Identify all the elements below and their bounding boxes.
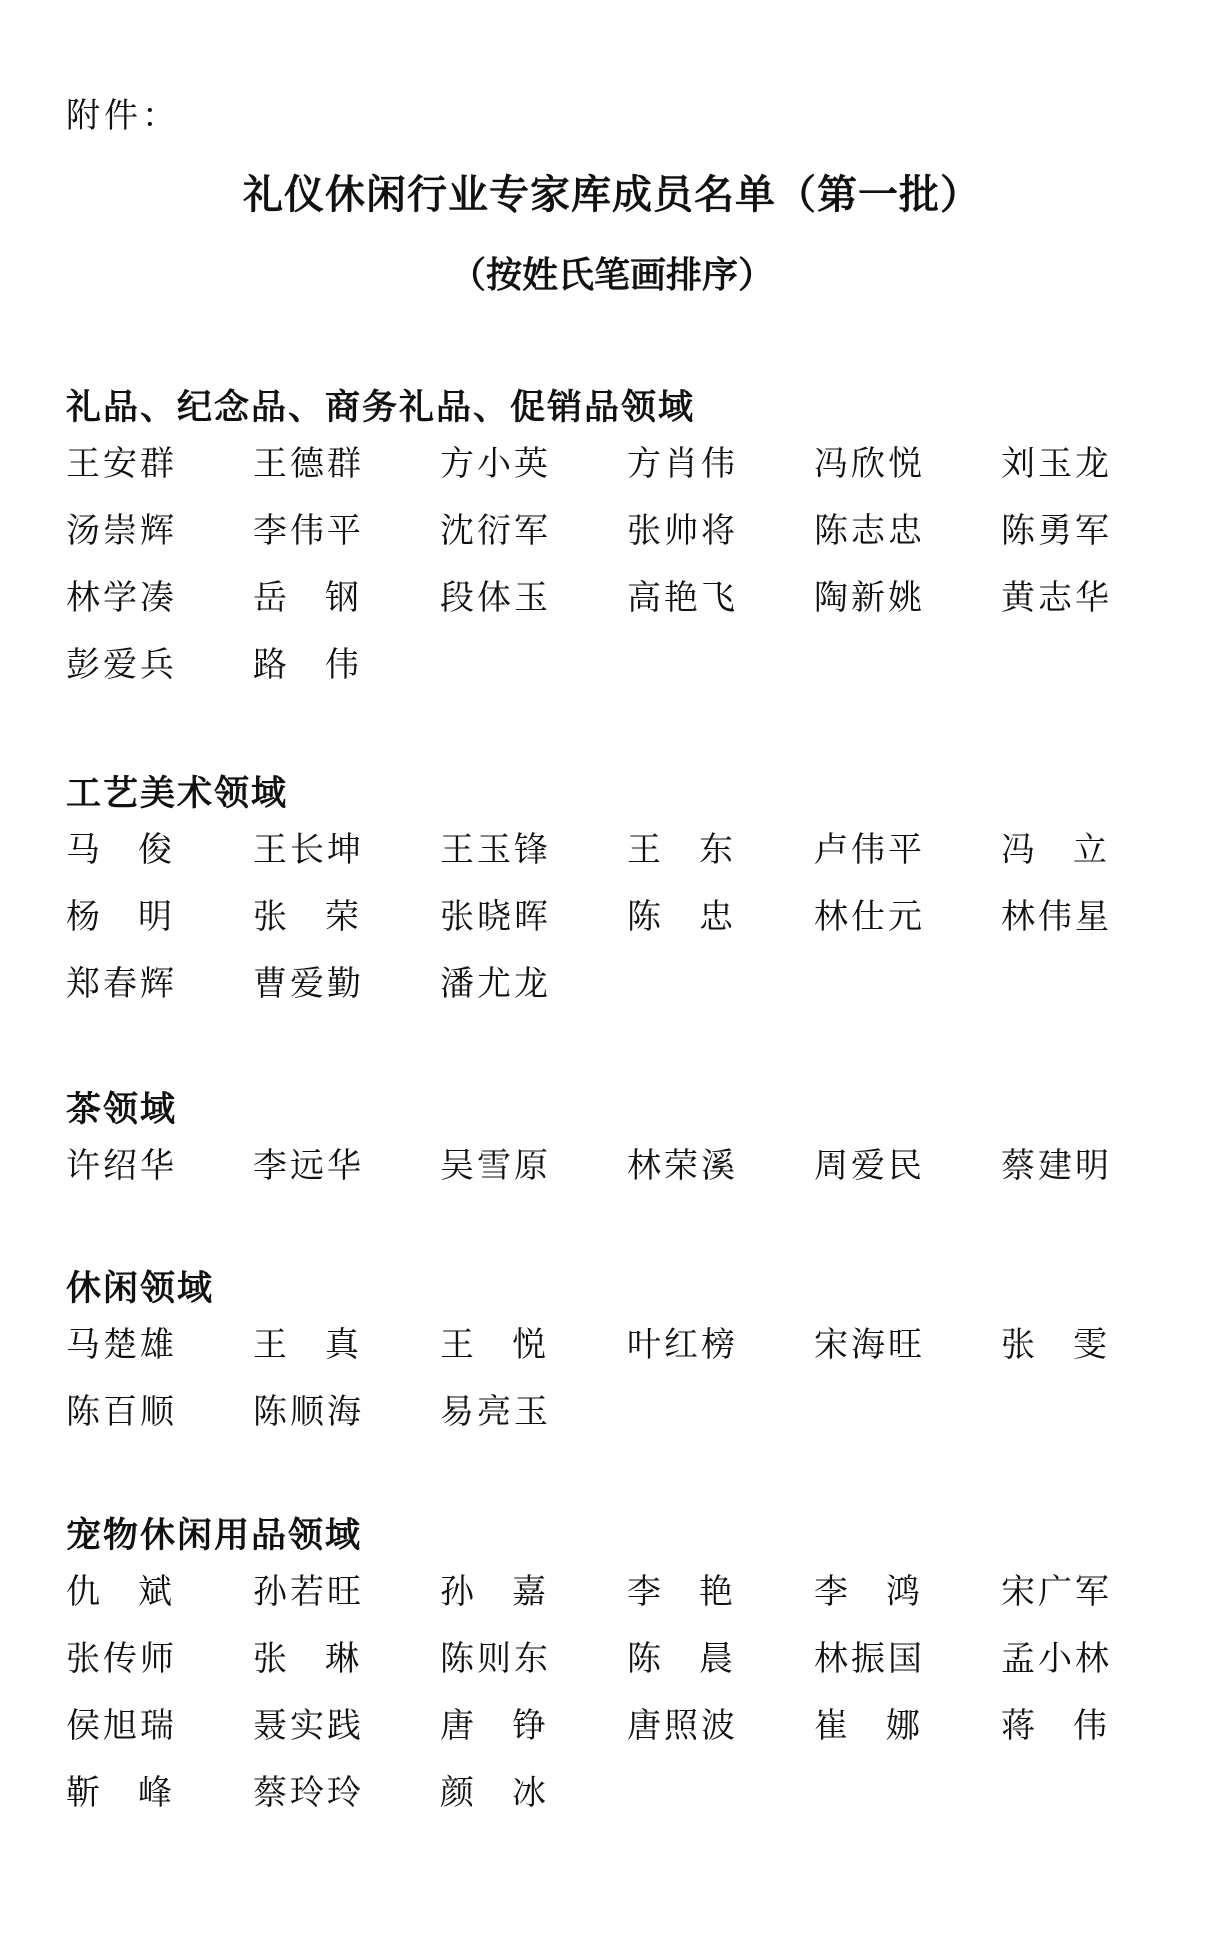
expert-name: 张 荣 [253, 897, 359, 937]
expert-name: 张 琳 [253, 1639, 359, 1679]
expert-name: 张 雯 [1001, 1325, 1107, 1365]
expert-name: 王安群 [66, 444, 177, 484]
expert-name: 陈 晨 [627, 1639, 733, 1679]
expert-name: 林学凑 [66, 578, 177, 618]
expert-name: 易亮玉 [440, 1392, 551, 1432]
attachment-label: 附件： [66, 96, 180, 136]
expert-name: 陈顺海 [253, 1392, 364, 1432]
expert-name: 王德群 [253, 444, 364, 484]
expert-name: 岳 钢 [253, 578, 359, 618]
expert-name: 吴雪原 [440, 1146, 551, 1186]
name-list [66, 436, 1186, 704]
expert-name: 孙 嘉 [440, 1572, 546, 1612]
expert-name: 孟小林 [1001, 1639, 1112, 1679]
section-pet-leisure [66, 1514, 1186, 1832]
expert-name: 方肖伟 [627, 444, 738, 484]
expert-name: 张晓晖 [440, 897, 551, 937]
expert-name: 张传师 [66, 1639, 177, 1679]
expert-name: 林振国 [814, 1639, 925, 1679]
expert-name: 冯 立 [1001, 830, 1107, 870]
expert-name: 蔡建明 [1001, 1146, 1112, 1186]
expert-name: 王 悦 [440, 1325, 546, 1365]
section-leisure [66, 1267, 1186, 1451]
expert-name: 马 俊 [66, 830, 172, 870]
expert-name: 黄志华 [1001, 578, 1112, 618]
name-list [66, 1138, 1186, 1205]
expert-name: 林荣溪 [627, 1146, 738, 1186]
expert-name: 张帅将 [627, 511, 738, 551]
name-list [66, 1564, 1186, 1832]
expert-name: 方小英 [440, 444, 551, 484]
document-subtitle: （按姓氏笔画排序） [449, 254, 774, 296]
expert-name: 李远华 [253, 1146, 364, 1186]
expert-name: 林伟星 [1001, 897, 1112, 937]
expert-name: 蔡玲玲 [253, 1773, 364, 1813]
expert-name: 高艳飞 [627, 578, 738, 618]
expert-name: 陶新姚 [814, 578, 925, 618]
expert-name: 唐 铮 [440, 1706, 546, 1746]
expert-name: 汤崇辉 [66, 511, 177, 551]
expert-name: 颜 冰 [440, 1773, 546, 1813]
expert-name: 侯旭瑞 [66, 1706, 177, 1746]
expert-name: 李 艳 [627, 1572, 733, 1612]
expert-name: 冯欣悦 [814, 444, 925, 484]
name-list [66, 822, 1186, 1023]
section-heading: 工艺美术领域 [66, 773, 289, 814]
expert-name: 彭爱兵 [66, 645, 177, 685]
expert-name: 王长坤 [253, 830, 364, 870]
name-list [66, 1317, 1186, 1451]
expert-name: 沈衍军 [440, 511, 551, 551]
expert-name: 王 真 [253, 1325, 359, 1365]
expert-name: 曹爱勤 [253, 964, 364, 1004]
expert-name: 孙若旺 [253, 1572, 364, 1612]
section-heading: 礼品、纪念品、商务礼品、促销品领域 [66, 387, 696, 428]
expert-name: 陈百顺 [66, 1392, 177, 1432]
expert-name: 王玉锋 [440, 830, 551, 870]
expert-name: 潘尤龙 [440, 964, 551, 1004]
expert-name: 林仕元 [814, 897, 925, 937]
section-heading: 休闲领域 [66, 1268, 215, 1309]
expert-name: 陈志忠 [814, 511, 925, 551]
expert-name: 唐照波 [627, 1706, 738, 1746]
expert-name: 周爱民 [814, 1146, 925, 1186]
expert-name: 聂实践 [253, 1706, 364, 1746]
expert-name: 李伟平 [253, 511, 364, 551]
expert-name: 卢伟平 [814, 830, 925, 870]
document-title: 礼仪休闲行业专家库成员名单（第一批） [243, 171, 981, 218]
expert-name: 靳 峰 [66, 1773, 172, 1813]
expert-name: 王 东 [627, 830, 733, 870]
expert-name: 宋广军 [1001, 1572, 1112, 1612]
section-gifts [66, 386, 1186, 704]
expert-name: 宋海旺 [814, 1325, 925, 1365]
expert-name: 马楚雄 [66, 1325, 177, 1365]
expert-name: 刘玉龙 [1001, 444, 1112, 484]
expert-name: 叶红榜 [627, 1325, 738, 1365]
expert-name: 陈勇军 [1001, 511, 1112, 551]
expert-name: 陈则东 [440, 1639, 551, 1679]
section-arts-crafts [66, 772, 1186, 1023]
expert-name: 杨 明 [66, 897, 172, 937]
expert-name: 路 伟 [253, 645, 359, 685]
section-tea [66, 1088, 1186, 1205]
expert-name: 仇 斌 [66, 1572, 172, 1612]
expert-name: 段体玉 [440, 578, 551, 618]
expert-name: 李 鸿 [814, 1572, 920, 1612]
expert-name: 郑春辉 [66, 964, 177, 1004]
expert-name: 崔 娜 [814, 1706, 920, 1746]
section-heading: 宠物休闲用品领域 [66, 1515, 363, 1556]
expert-name: 蒋 伟 [1001, 1706, 1107, 1746]
expert-name: 许绍华 [66, 1146, 177, 1186]
section-heading: 茶领域 [66, 1089, 178, 1130]
expert-name: 陈 忠 [627, 897, 733, 937]
